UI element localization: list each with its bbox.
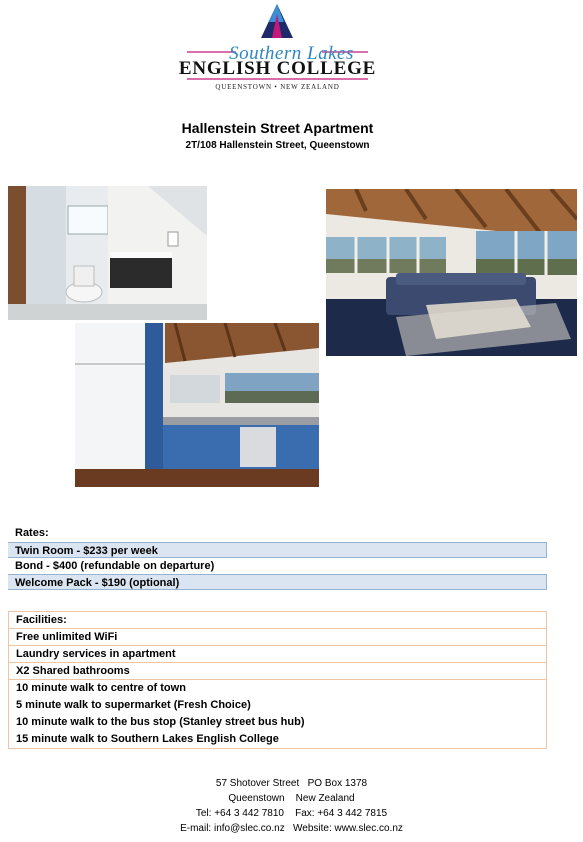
lounge-photo xyxy=(326,189,577,356)
footer-address-line: 57 Shotover Street PO Box 1378 xyxy=(215,778,368,789)
page-address: 2T/108 Hallenstein Street, Queenstown xyxy=(185,140,370,151)
rates-row: Bond - $400 (refundable on departure) xyxy=(15,560,215,572)
page-title: Hallenstein Street Apartment xyxy=(181,120,374,136)
college-logo xyxy=(0,0,583,100)
kitchen-photo xyxy=(75,323,319,487)
walking-distance-line: 15 minute walk to Southern Lakes English College xyxy=(16,733,279,745)
rates-table xyxy=(8,525,547,590)
walking-distance-line: 5 minute walk to supermarket (Fresh Choice) xyxy=(16,699,251,711)
facilities-header: Facilities: xyxy=(9,612,546,629)
facilities-table xyxy=(8,611,547,749)
rates-header: Rates: xyxy=(15,527,49,539)
bathroom-photo xyxy=(8,186,207,320)
footer-city-line: Queenstown New Zealand xyxy=(228,793,355,804)
contact-footer xyxy=(0,776,583,836)
walking-distances-cell xyxy=(9,680,546,748)
facilities-row: Laundry services in apartment xyxy=(9,646,546,663)
rates-row: Welcome Pack - $190 (optional) xyxy=(8,574,547,590)
walking-distance-line: 10 minute walk to centre of town xyxy=(16,682,186,694)
facilities-row: Free unlimited WiFi xyxy=(9,629,546,646)
logo-main-text: ENGLISH COLLEGE xyxy=(178,58,377,79)
logo-script-text: Southern Lakes xyxy=(229,43,354,64)
footer-phone-line: Tel: +64 3 442 7810 Fax: +64 3 442 7815 xyxy=(195,808,388,819)
footer-email-line: E-mail: info@slec.co.nz Website: www.slec.co.nz xyxy=(180,823,403,834)
facilities-row: X2 Shared bathrooms xyxy=(9,663,546,680)
walking-distance-line: 10 minute walk to the bus stop (Stanley street bus hub) xyxy=(16,716,305,728)
rates-row: Twin Room - $233 per week xyxy=(8,542,547,558)
logo-location-text: QUEENSTOWN • NEW ZEALAND xyxy=(215,83,340,91)
